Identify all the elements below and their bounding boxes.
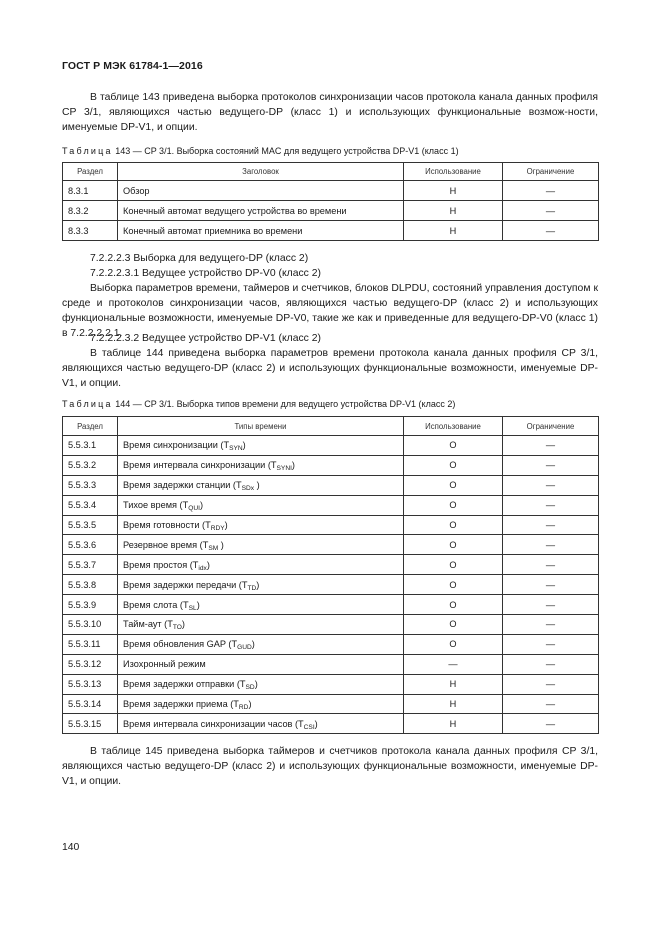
usage-cell: О (404, 634, 503, 654)
section-cell: 5.5.3.4 (63, 495, 118, 515)
section-cell: 5.5.3.13 (63, 674, 118, 694)
time-type-subscript: SYN (229, 445, 243, 453)
usage-cell: О (404, 436, 503, 456)
usage-cell: — (404, 654, 503, 674)
limit-cell: — (503, 654, 599, 674)
time-type-name: Тайм-аут (T (123, 619, 173, 630)
time-type-subscript: GUD (237, 644, 252, 652)
limit-cell: — (503, 634, 599, 654)
section-cell: 5.5.3.14 (63, 694, 118, 714)
section-cell: 5.5.3.9 (63, 595, 118, 615)
table-row (63, 674, 599, 694)
section-7-2-2-2-3-2-heading: 7.2.2.2.3.2 Ведущее устройство DP-V1 (класс 2) (90, 333, 321, 344)
limit-cell: — (503, 221, 599, 241)
usage-cell: Н (404, 221, 503, 241)
table-144-header-types: Типы времени (118, 417, 404, 436)
intro-paragraph: В таблице 143 приведена выборка протоколов синхронизации часов протокола канала данных профиля CP 3/1, являющихся частью ведущего-DP (класс 1) и использующих функциональные возмож-ности, именуемые DP-V1, и опции. (62, 92, 598, 133)
usage-cell: О (404, 575, 503, 595)
limit-cell: — (503, 575, 599, 595)
time-type-cell (118, 495, 404, 515)
time-type-close: ) (218, 539, 224, 550)
title-cell: Обзор (118, 181, 404, 201)
table-row (63, 595, 599, 615)
table-144-header-row (63, 417, 599, 436)
limit-cell: — (503, 694, 599, 714)
time-type-name: Время задержки передачи (T (123, 579, 248, 590)
time-type-subscript: RD (238, 704, 249, 712)
time-type-cell (118, 515, 404, 535)
time-type-close: ) (224, 520, 228, 530)
time-type-cell (118, 634, 404, 654)
time-type-close: ) (206, 559, 210, 570)
limit-cell: — (503, 714, 599, 734)
time-type-subscript: SM (208, 544, 219, 552)
time-type-close: ) (242, 440, 246, 451)
table-143-caption-text: 143 — CP 3/1. Выборка состояний MAC для ведущего устройства DP-V1 (класс 1) (112, 146, 459, 156)
section-cell: 5.5.3.7 (63, 555, 118, 575)
time-type-close: ) (256, 579, 260, 590)
time-type-cell (118, 654, 404, 674)
usage-cell: О (404, 455, 503, 475)
table-144-header-usage: Использование (404, 417, 503, 436)
time-type-close: ) (251, 639, 255, 650)
table-144-caption-prefix: Таблица (62, 399, 113, 409)
usage-cell: О (404, 615, 503, 635)
time-type-cell (118, 475, 404, 495)
usage-cell: О (404, 555, 503, 575)
usage-cell: О (404, 475, 503, 495)
limit-cell: — (503, 535, 599, 555)
time-type-name: Время задержки станции (T (123, 480, 242, 491)
time-type-name: Время интервала синхронизации (T (123, 460, 277, 471)
time-type-name: Время задержки приема (T (123, 699, 239, 710)
table-143-header-row (63, 163, 599, 181)
usage-cell: О (404, 535, 503, 555)
usage-cell: Н (404, 181, 503, 201)
section-cell: 5.5.3.10 (63, 615, 118, 635)
time-type-subscript: RDY (210, 525, 225, 532)
table-row (63, 495, 599, 515)
section-7-2-2-2-3-1-paragraph: Выборка параметров времени, таймеров и счетчиков, блоков DLPDU, состояний управления доступом к среде и протоколов синхронизации часов, являющихся частью ведущего-DP (класс 2) и использующих функциональные возможности, именуемые DP-V0, такие же как и приведенные для ведущего-DP-V0 (класс 1) в 7.2.2.2.2.1. (62, 283, 598, 339)
table-row (63, 694, 599, 714)
table-row (63, 555, 599, 575)
table-row (63, 535, 599, 555)
time-type-subscript: idx (198, 564, 207, 572)
table-143-header-limit: Ограничение (503, 163, 599, 181)
time-type-cell (118, 595, 404, 615)
table-row (63, 201, 599, 221)
section-cell: 8.3.2 (63, 201, 118, 221)
time-type-cell (118, 714, 404, 734)
limit-cell: — (503, 436, 599, 456)
usage-cell: О (404, 515, 503, 535)
table-144-header-limit: Ограничение (503, 417, 599, 436)
time-type-close: ) (199, 500, 204, 511)
time-type-close: ) (254, 480, 260, 491)
table-144-caption (62, 398, 455, 410)
time-type-subscript: SDx (241, 485, 255, 493)
limit-cell: — (503, 555, 599, 575)
table-row (63, 654, 599, 674)
limit-cell: — (503, 475, 599, 495)
table-143-header-section: Раздел (63, 163, 118, 181)
table-144-caption-text: 144 — CP 3/1. Выборка типов времени для ведущего устройства DP-V1 (класс 2) (112, 399, 456, 409)
usage-cell: О (404, 595, 503, 615)
time-type-name: Время простоя (T (123, 559, 199, 570)
table-row (63, 634, 599, 654)
table-row (63, 475, 599, 495)
limit-cell: — (503, 495, 599, 515)
section-cell: 5.5.3.11 (63, 634, 118, 654)
section-cell: 5.5.3.6 (63, 535, 118, 555)
table-row (63, 455, 599, 475)
usage-cell: Н (404, 674, 503, 694)
time-type-cell (118, 674, 404, 694)
section-7-2-2-2-3-1-heading: 7.2.2.2.3.1 Ведущее устройство DP-V0 (класс 2) (90, 268, 321, 279)
time-type-name: Время готовности (T (123, 520, 211, 530)
section-7-2-2-2-3-2-paragraph: В таблице 144 приведена выборка параметров времени протокола канала данных профиля CP 3/1, являющихся частью ведущего-DP (класс 2) и использующих функциональные возможности, именуемые DP-V1, и опции. (62, 348, 598, 389)
table-143 (62, 162, 599, 241)
time-type-name: Время интервала синхронизации часов (T (123, 718, 304, 729)
limit-cell: — (503, 515, 599, 535)
time-type-close: ) (291, 460, 295, 471)
time-type-close: ) (254, 679, 258, 690)
title-cell: Конечный автомат ведущего устройства во времени (118, 201, 404, 221)
time-type-name: Тихое время (T (123, 500, 189, 511)
table-row (63, 615, 599, 635)
time-type-cell (118, 436, 404, 456)
time-type-close: ) (196, 599, 200, 610)
time-type-subscript: QUI (188, 505, 200, 513)
time-type-name: Резервное время (T (123, 539, 209, 550)
time-type-cell (118, 455, 404, 475)
time-type-cell (118, 615, 404, 635)
section-cell: 5.5.3.1 (63, 436, 118, 456)
time-type-subscript: TD (247, 584, 257, 592)
section-cell: 5.5.3.8 (63, 575, 118, 595)
table-143-header-title: Заголовок (118, 163, 404, 181)
table-row (63, 714, 599, 734)
time-type-name: Изохронный режим (123, 659, 206, 670)
time-type-subscript: CSI (303, 723, 315, 731)
time-type-close: ) (248, 699, 252, 710)
time-type-close: ) (181, 619, 185, 630)
table-144 (62, 416, 599, 734)
section-cell: 8.3.3 (63, 221, 118, 241)
usage-cell: Н (404, 201, 503, 221)
time-type-cell (118, 535, 404, 555)
table-144-header-section: Раздел (63, 417, 118, 436)
time-type-name: Время слота (T (123, 599, 189, 610)
limit-cell: — (503, 615, 599, 635)
limit-cell: — (503, 201, 599, 221)
outro-paragraph: В таблице 145 приведена выборка таймеров и счетчиков протокола канала данных профиля CP 3/1, являющихся частью ведущего-DP (класс 2) и использующих функциональные возможности, именуемые DP-V1, и опции. (62, 746, 598, 787)
time-type-name: Время обновления GAP (T (123, 639, 238, 650)
usage-cell: Н (404, 694, 503, 714)
table-row (63, 575, 599, 595)
time-type-cell (118, 575, 404, 595)
time-type-subscript: SYNI (276, 465, 292, 473)
time-type-name: Время задержки отправки (T (123, 679, 246, 690)
page-number: 140 (62, 842, 80, 853)
section-cell: 5.5.3.2 (63, 455, 118, 475)
table-143-caption-prefix: Таблица (62, 146, 113, 156)
time-type-subscript: SL (188, 604, 197, 612)
table-row (63, 221, 599, 241)
section-cell: 8.3.1 (63, 181, 118, 201)
title-cell: Конечный автомат приемника во времени (118, 221, 404, 241)
document-header: ГОСТ Р МЭК 61784-1—2016 (62, 60, 203, 72)
section-7-2-2-2-3-heading: 7.2.2.2.3 Выборка для ведущего-DP (класс 2) (90, 253, 309, 264)
section-cell: 5.5.3.3 (63, 475, 118, 495)
table-row (63, 515, 599, 535)
table-row (63, 181, 599, 201)
limit-cell: — (503, 595, 599, 615)
table-143-caption (62, 145, 459, 157)
limit-cell: — (503, 674, 599, 694)
table-row (63, 436, 599, 456)
usage-cell: Н (404, 714, 503, 734)
limit-cell: — (503, 455, 599, 475)
table-143-header-usage: Использование (404, 163, 503, 181)
time-type-close: ) (314, 718, 318, 729)
usage-cell: О (404, 495, 503, 515)
time-type-cell (118, 694, 404, 714)
time-type-subscript: TO (172, 624, 182, 632)
time-type-cell (118, 555, 404, 575)
section-cell: 5.5.3.15 (63, 714, 118, 734)
limit-cell: — (503, 181, 599, 201)
section-cell: 5.5.3.5 (63, 515, 118, 535)
time-type-subscript: SD (245, 684, 255, 692)
section-cell: 5.5.3.12 (63, 654, 118, 674)
time-type-name: Время синхронизации (T (123, 440, 230, 451)
